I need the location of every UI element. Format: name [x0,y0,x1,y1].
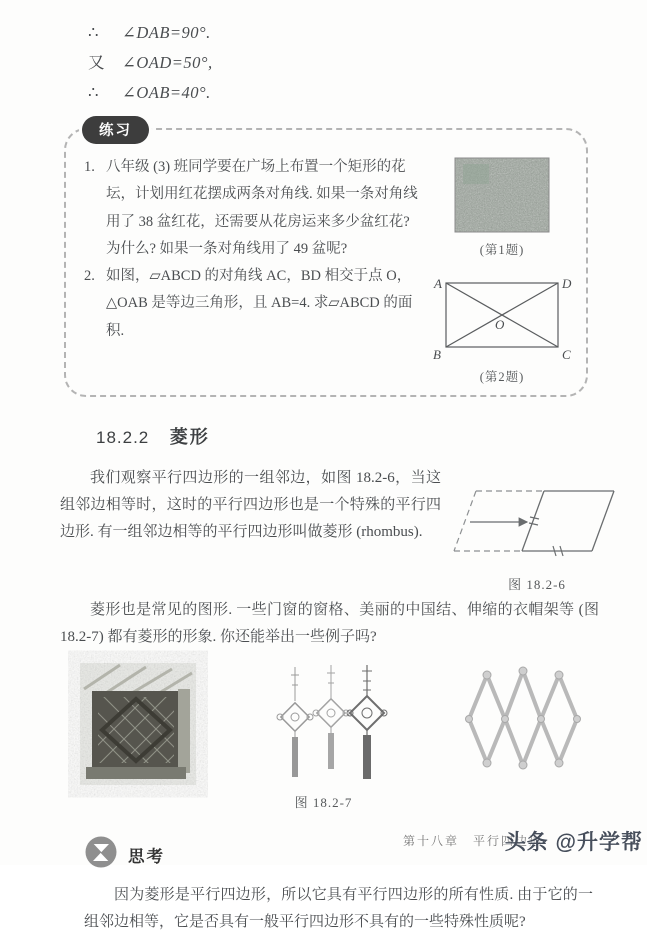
practice-item-2 [84,263,422,345]
photo1-caption: (第1题) [479,243,525,257]
parallelogram-figure [443,477,631,567]
proof-equation: ∠OAD=50°, [122,53,213,72]
vertex-label-c: C [562,347,571,362]
vertex-label-a: A [434,276,442,291]
section-heading [96,423,647,449]
window-lattice-image [80,663,196,790]
figure-18-2-7 [0,651,647,790]
fig7-caption: 图 18.2-7 [294,795,353,810]
think-label: 思考 [128,847,165,866]
proof-line [88,18,647,48]
proof-equation: ∠OAB=40°. [122,83,211,102]
item-number: 1. [84,159,95,175]
rect-caption: (第2题) [479,370,525,384]
rectangle-figure [428,272,576,364]
vertex-label-b: B [433,347,441,362]
also-symbol: 又 [88,53,105,72]
chapter-title: 第十八章 平行四边形 [402,834,543,848]
vertex-label-d: D [562,276,572,291]
toutiao-watermark: 头条 @升学帮 [504,831,643,854]
intro-row [0,457,647,593]
proof-block [0,0,647,108]
page-footer [0,823,647,859]
figure-18-2-6 [441,465,633,593]
item-number: 2. [84,268,95,284]
clothes-rack-image [465,663,581,782]
practice-item-1 [84,154,422,263]
rhombus-definition-paragraph: 我们观察平行四边形的一组邻边，如图 18.2-6，当这组邻边相等时，这时的平行四边形也是一个特殊的平行四边形. 有一组邻边相等的平行四边形叫做菱形 (rhombus). [60,470,441,540]
section-number: 18.2.2 [96,428,150,447]
fig6-caption: 图 18.2-6 [508,577,566,592]
item-text: 八年级 (3) 班同学要在广场上布置一个矩形的花坛，计划用红花摆成两条对角线. 如果一条对角线用了 38 盆红花，还需要从花房运来多少盆红花? 为什么? 如果一条对角线用了 49 盆呢? [106,159,418,257]
therefore-symbol: ∴ [88,83,99,102]
practice-badge: 练习 [82,116,149,144]
rhombus-examples-paragraph: 菱形也是常见的图形. 一些门窗的窗格、美丽的中国结、伸缩的衣帽架等 (图 18.2-7) 都有菱形的形象. 你还能举出一些例子吗? [60,602,599,645]
practice-box [64,123,588,397]
section-title: 菱形 [169,427,210,447]
proof-equation: ∠DAB=90°. [122,23,211,42]
chinese-knots-image [275,663,387,790]
practice-figures [428,154,576,385]
practice-questions [84,154,428,385]
proof-line [88,48,647,78]
proof-line [88,78,647,108]
center-label-o: O [495,317,505,332]
flowerbed-photo [455,158,549,232]
therefore-symbol: ∴ [88,23,99,42]
item-text: 如图，▱ABCD 的对角线 AC，BD 相交于点 O，△OAB 是等边三角形，且 AB=4. 求▱ABCD 的面积. [106,268,413,339]
think-question: 因为菱形是平行四边形，所以它具有平行四边形的所有性质. 由于它的一组邻边相等，它是否具有一般平行四边形不具有的一些特殊性质呢? [84,887,593,930]
